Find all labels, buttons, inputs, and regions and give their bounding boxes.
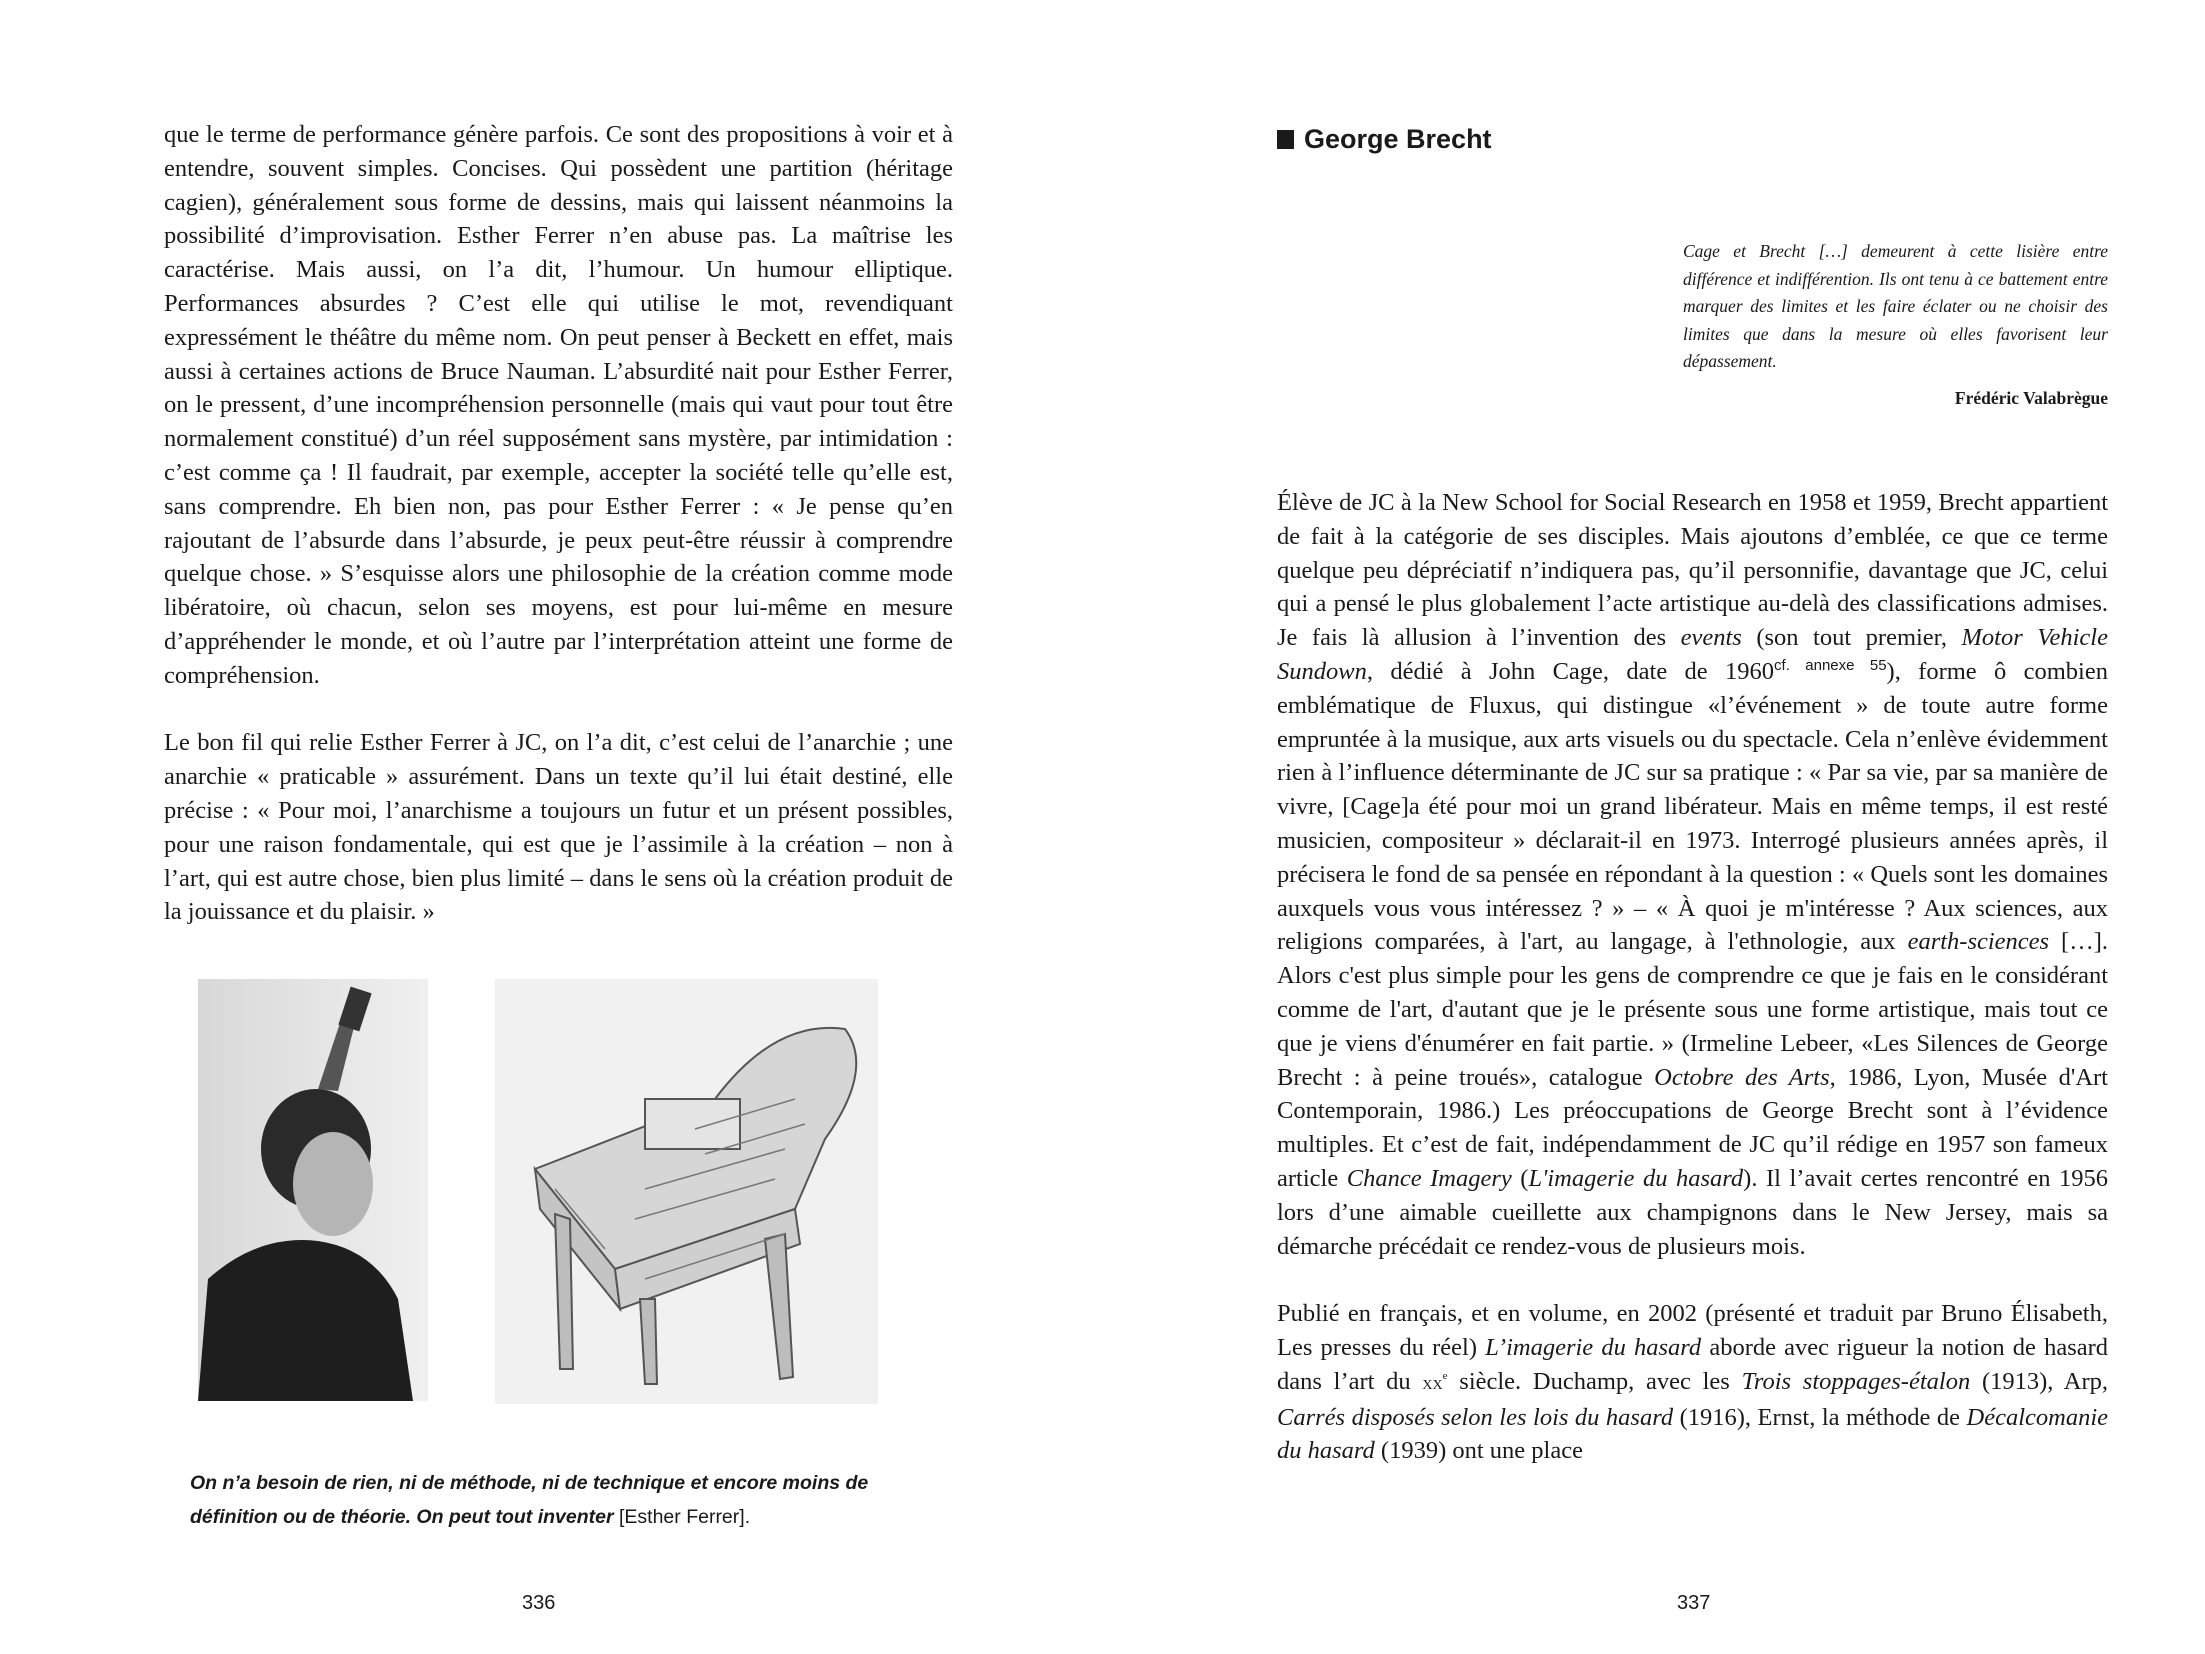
text: , dédié à John Cage, date de 1960 xyxy=(1366,657,1775,685)
page-number-right: 337 xyxy=(1677,1592,1711,1614)
text: aborde avec rigueur la notion de hasard dans l’art du xyxy=(1277,1333,2109,1395)
text: (1939) ont une place xyxy=(1374,1437,1583,1465)
text: (1916), Ernst, la méthode de xyxy=(1673,1403,1967,1431)
superscript: e xyxy=(1442,1369,1448,1382)
italic-text: Trois stoppages-étalon xyxy=(1741,1367,1971,1395)
italic-text: L'imagerie du hasard xyxy=(1528,1164,1744,1192)
caption-quote: On n’a besoin de rien, ni de méthode, ni de technique et encore moins de définition ou de théorie. On peut tout inventer xyxy=(190,1472,869,1528)
text: Publié en français, et en volume, en 2002 (présenté et traduit par Bruno Élisabeth, Les presses du réel) xyxy=(1277,1300,2108,1361)
italic-text: Octobre des Arts xyxy=(1654,1063,1830,1091)
superscript: cf. annexe 55 xyxy=(1774,656,1887,674)
section-heading xyxy=(1277,124,1492,155)
epigraph-author: Frédéric Valabrègue xyxy=(1954,388,2108,408)
text: (son tout premier, xyxy=(1741,624,1962,652)
caption-credit: [Esther Ferrer]. xyxy=(613,1506,751,1528)
text: […]. Alors c'est plus simple pour les gens de comprendre ce que je fais en le considérant comme de l'art, d'autant que je le présente sous une forme artistique, mais tout ce que je viens d'énumérer en fait partie. » (Irmeline Lebeer, «Les Silences de George Brecht : à peine troués», catalogue xyxy=(1277,928,2108,1091)
italic-text: Carrés disposés selon les lois du hasard xyxy=(1277,1403,1674,1431)
italic-text: Chance Imagery xyxy=(1346,1164,1512,1192)
epigraph: Cage et Brecht […] demeurent à cette lisière entre différence et indifférention. Ils ont tenu à ce battement entre marquer des limites et les faire éclater ou ne choisir des limites que dans la mesure où elles favorisent leur dépassement. xyxy=(1683,241,2108,371)
paragraph xyxy=(1277,1297,2108,1468)
italic-text: events xyxy=(1680,624,1742,652)
right-body-text xyxy=(1277,486,2108,1502)
text: ), forme ô combien emblématique de Fluxus, qui distingue «l’événement » de toute autre forme empruntée à la musique, aux arts visuels ou du spectacle. Cela n’enlève évidemment rien à l’influence déterminante de JC sur sa pratique : « Par sa vie, par sa manière de vivre, [Cage]a été pour moi un grand libérateur. Mais en même temps, il est resté musicien, compositeur » déclarait-il en 1973. Interrogé plusieurs années après, il précisera le fond de sa pensée en répondant à la question : « Quels sont les domaines auxquels vous vous intéressez ? » – « À quoi je m'intéresse ? Aux sciences, aux religions comparées, à l'art, au langage, à l'ethnologie, aux xyxy=(1277,657,2108,956)
text: , 1986, Lyon, Musée d'Art Contemporain, 1986.) Les préoccupations de George Brecht sont à l’évidence multiples. Et c’est de fait, indépendamment de JC qu’il rédige en 1957 son fameux article xyxy=(1277,1063,2108,1192)
italic-text: Motor Vehicle Sundown xyxy=(1277,624,2108,685)
italic-text: Décalcomanie du hasard xyxy=(1277,1403,2109,1465)
text: Élève de JC à la New School for Social Research en 1958 et 1959, Brecht appartient de fait à la catégorie de ses disciples. Mais ajoutons d’emblée, ce que ce terme quelque peu dépréciatif n’indiquera pas, qu’il personnifie, davantage que JC, celui qui a pensé le plus globalement l’acte artistique au-delà des classifications admises. Je fais là allusion à l’invention des xyxy=(1277,489,2108,652)
text: siècle. Duchamp, avec les xyxy=(1447,1367,1742,1395)
text: Le bon fil qui relie Esther Ferrer à JC, on l’a dit, c’est celui de l’anarchie ; une anarchie « praticable » assurément. Dans un texte qu’il lui était destiné, elle précise : « Pour moi, l’anarchisme a toujours un futur et un présent possibles, pour une raison fondamentale, qui est que je l’assimile à la création – non à l’art, qui est autre chose, bien plus limité – dans le sens où la création produit de la jouissance et du plaisir. » xyxy=(164,729,953,926)
square-bullet-icon xyxy=(1277,130,1294,149)
italic-text: earth-sciences xyxy=(1907,928,2050,956)
page-number-left: 336 xyxy=(522,1592,556,1614)
text: que le terme de performance génère parfois. Ce sont des propositions à voir et à entendre, souvent simples. Concises. Qui possèdent une partition (héritage cagien), généralement sous forme de dessins, mais qui laissent néanmoins la possibilité d’improvisation. Esther Ferrer n’en abuse pas. La maîtrise les caractérise. Mais aussi, on l’a dit, l’humour. Un humour elliptique. Performances absurdes ? C’est elle qui utilise le mot, revendiquant expressément le théâtre du même nom. On peut penser à Beckett en effet, mais aussi à certaines actions de Bruce Nauman. L’absurdité nait pour Esther Ferrer, on le pressent, d’une incompréhension personnelle (mais qui vaut pour tout être normalement constitué) d’un réel supposément sans mystère, par intimidation : c’est comme ça ! Il faudrait, par exemple, accepter la société telle qu’elle est, sans comprendre. Eh bien non, pas pour Esther Ferrer : « Je pense qu’en rajoutant de l’absurde dans l’absurde, je peux peut-être réussir à comprendre quelque chose. » S’esquisse alors une philosophie de la création comme mode libératoire, où chacun, selon ses moyens, est pour lui-même en mesure d’appréhender le monde, et où l’autre par l’interprétation atteint une forme de compréhension. xyxy=(164,121,953,689)
italic-text: L’imagerie du hasard xyxy=(1485,1333,1702,1361)
text: (1913), Arp, xyxy=(1970,1367,2108,1395)
text: ). Il l’avait certes rencontré en 1956 lors d’une aimable cueillette aux champignons dans le New Jersey, mais sa démarche précédait ce rendez-vous de plusieurs mois. xyxy=(1277,1164,2108,1260)
text: ( xyxy=(1511,1164,1529,1192)
paragraph xyxy=(1277,486,2108,1263)
text: xx xyxy=(1422,1371,1443,1394)
section-heading-text: George Brecht xyxy=(1304,124,1492,154)
